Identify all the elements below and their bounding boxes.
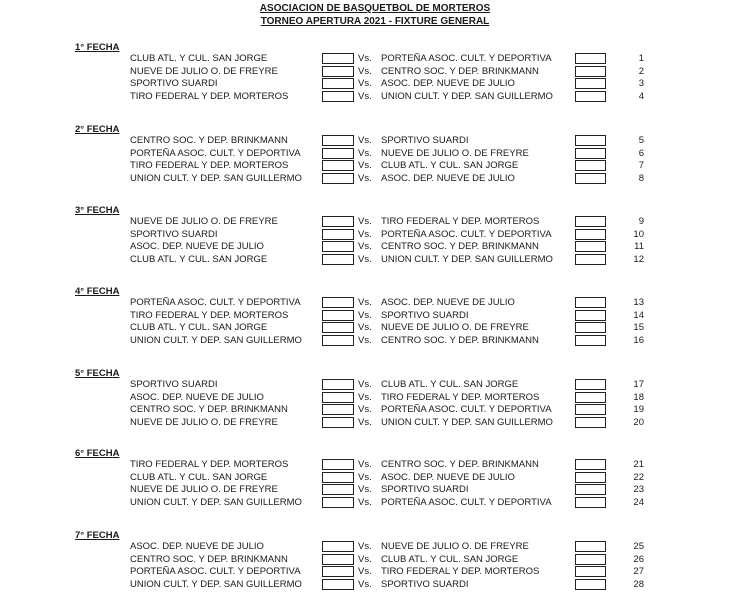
- away-team: CENTRO SOC. Y DEP. BRINKMANN: [381, 335, 539, 347]
- away-team: UNION CULT. Y DEP. SAN GUILLERMO: [381, 254, 553, 266]
- away-score-box[interactable]: [575, 459, 606, 470]
- away-score-box[interactable]: [575, 53, 606, 64]
- match-number: 23: [633, 484, 644, 496]
- home-score-box[interactable]: [322, 541, 354, 552]
- home-team: TIRO FEDERAL Y DEP. MORTEROS: [130, 459, 289, 470]
- match-row: [0, 554, 750, 567]
- vs-label: Vs.: [358, 471, 372, 483]
- home-team: UNION CULT. Y DEP. SAN GUILLERMO: [130, 335, 302, 347]
- home-team: TIRO FEDERAL Y DEP. MORTEROS: [130, 309, 289, 321]
- home-team: SPORTIVO SUARDI: [130, 78, 218, 90]
- document-subtitle: TORNEO APERTURA 2021 - FIXTURE GENERAL: [260, 16, 490, 27]
- match-row: [0, 497, 750, 510]
- vs-label: Vs.: [358, 404, 372, 416]
- away-score-box[interactable]: [575, 216, 606, 227]
- home-team: UNION CULT. Y DEP. SAN GUILLERMO: [130, 173, 302, 185]
- vs-label: Vs.: [358, 335, 372, 347]
- match-row: [0, 53, 750, 66]
- home-score-box[interactable]: [322, 310, 354, 321]
- vs-label: Vs.: [358, 579, 372, 591]
- vs-label: Vs.: [358, 65, 372, 77]
- vs-label: Vs.: [358, 379, 372, 390]
- away-team: ASOC. DEP. NUEVE DE JULIO: [381, 173, 515, 185]
- vs-label: Vs.: [358, 216, 372, 227]
- match-number: 27: [633, 566, 644, 578]
- fecha-label: 2° FECHA: [75, 124, 120, 135]
- away-team: SPORTIVO SUARDI: [381, 309, 469, 321]
- away-team: PORTEÑA ASOC. CULT. Y DEPORTIVA: [381, 228, 552, 240]
- away-score-box[interactable]: [575, 579, 606, 590]
- home-score-box[interactable]: [322, 579, 354, 590]
- match-row: [0, 310, 750, 323]
- match-row: [0, 417, 750, 430]
- away-score-box[interactable]: [575, 78, 606, 89]
- away-team: CENTRO SOC. Y DEP. BRINKMANN: [381, 459, 539, 470]
- match-number: 17: [633, 379, 644, 390]
- match-row: [0, 241, 750, 254]
- away-team: CLUB ATL. Y CUL. SAN JORGE: [381, 553, 519, 565]
- away-team: UNION CULT. Y DEP. SAN GUILLERMO: [381, 417, 553, 429]
- vs-label: Vs.: [358, 173, 372, 185]
- match-row: [0, 335, 750, 348]
- fecha-label: 7° FECHA: [75, 530, 120, 541]
- match-number: 16: [633, 335, 644, 347]
- vs-label: Vs.: [358, 541, 372, 552]
- match-row: [0, 78, 750, 91]
- away-score-box[interactable]: [575, 404, 606, 415]
- home-team: TIRO FEDERAL Y DEP. MORTEROS: [130, 91, 289, 103]
- away-score-box[interactable]: [575, 160, 606, 171]
- home-score-box[interactable]: [322, 148, 354, 159]
- vs-label: Vs.: [358, 241, 372, 253]
- away-team: CENTRO SOC. Y DEP. BRINKMANN: [381, 241, 539, 253]
- home-team: CENTRO SOC. Y DEP. BRINKMANN: [130, 404, 288, 416]
- match-number: 19: [633, 404, 644, 416]
- home-team: SPORTIVO SUARDI: [130, 379, 218, 390]
- vs-label: Vs.: [358, 417, 372, 429]
- vs-label: Vs.: [358, 391, 372, 403]
- match-row: [0, 160, 750, 173]
- home-score-box[interactable]: [322, 392, 354, 403]
- match-number: 21: [633, 459, 644, 470]
- match-row: [0, 254, 750, 267]
- away-score-box[interactable]: [575, 229, 606, 240]
- match-number: 18: [633, 391, 644, 403]
- home-score-box[interactable]: [322, 379, 354, 390]
- match-number: 11: [634, 241, 644, 253]
- match-number: 5: [638, 135, 644, 146]
- away-score-box[interactable]: [575, 66, 606, 77]
- vs-label: Vs.: [358, 553, 372, 565]
- home-score-box[interactable]: [322, 417, 354, 428]
- vs-label: Vs.: [358, 309, 372, 321]
- match-number: 3: [638, 78, 644, 90]
- away-score-box[interactable]: [575, 91, 606, 102]
- home-team: CENTRO SOC. Y DEP. BRINKMANN: [130, 553, 288, 565]
- away-score-box[interactable]: [575, 173, 606, 184]
- away-score-box[interactable]: [575, 310, 606, 321]
- match-row: [0, 484, 750, 497]
- away-team: ASOC. DEP. NUEVE DE JULIO: [381, 297, 515, 308]
- home-team: CLUB ATL. Y CUL. SAN JORGE: [130, 322, 268, 334]
- home-score-box[interactable]: [322, 404, 354, 415]
- match-row: [0, 135, 750, 148]
- home-team: ASOC. DEP. NUEVE DE JULIO: [130, 391, 264, 403]
- match-row: [0, 66, 750, 79]
- away-team: TIRO FEDERAL Y DEP. MORTEROS: [381, 391, 540, 403]
- away-team: CLUB ATL. Y CUL. SAN JORGE: [381, 160, 519, 172]
- vs-label: Vs.: [358, 497, 372, 509]
- home-score-box[interactable]: [322, 254, 354, 265]
- home-team: CLUB ATL. Y CUL. SAN JORGE: [130, 471, 268, 483]
- home-team: NUEVE DE JULIO O. DE FREYRE: [130, 484, 278, 496]
- away-score-box[interactable]: [575, 472, 606, 483]
- home-score-box[interactable]: [322, 53, 354, 64]
- home-score-box[interactable]: [322, 216, 354, 227]
- home-team: UNION CULT. Y DEP. SAN GUILLERMO: [130, 579, 302, 591]
- match-row: [0, 404, 750, 417]
- away-score-box[interactable]: [575, 322, 606, 333]
- away-score-box[interactable]: [575, 484, 606, 495]
- away-score-box[interactable]: [575, 417, 606, 428]
- fecha-label: 5° FECHA: [75, 368, 120, 379]
- fecha-label: 4° FECHA: [75, 286, 120, 297]
- away-score-box[interactable]: [575, 566, 606, 577]
- match-number: 10: [633, 228, 644, 240]
- home-team: CLUB ATL. Y CUL. SAN JORGE: [130, 254, 268, 266]
- home-team: ASOC. DEP. NUEVE DE JULIO: [130, 241, 264, 253]
- match-row: [0, 459, 750, 472]
- match-number: 26: [633, 553, 644, 565]
- away-team: NUEVE DE JULIO O. DE FREYRE: [381, 541, 529, 552]
- home-score-box[interactable]: [322, 322, 354, 333]
- away-score-box[interactable]: [575, 497, 606, 508]
- match-row: [0, 216, 750, 229]
- vs-label: Vs.: [358, 228, 372, 240]
- vs-label: Vs.: [358, 254, 372, 266]
- match-row: [0, 229, 750, 242]
- match-row: [0, 173, 750, 186]
- home-team: NUEVE DE JULIO O. DE FREYRE: [130, 65, 278, 77]
- document-title: ASOCIACION DE BASQUETBOL DE MORTEROS: [259, 3, 491, 14]
- home-team: PORTEÑA ASOC. CULT. Y DEPORTIVA: [130, 147, 301, 159]
- vs-label: Vs.: [358, 91, 372, 103]
- away-score-box[interactable]: [575, 297, 606, 308]
- home-score-box[interactable]: [322, 160, 354, 171]
- home-score-box[interactable]: [322, 297, 354, 308]
- home-team: PORTEÑA ASOC. CULT. Y DEPORTIVA: [130, 297, 301, 308]
- match-row: [0, 91, 750, 104]
- away-score-box[interactable]: [575, 241, 606, 252]
- away-team: NUEVE DE JULIO O. DE FREYRE: [381, 147, 529, 159]
- vs-label: Vs.: [358, 135, 372, 146]
- away-team: CENTRO SOC. Y DEP. BRINKMANN: [381, 65, 539, 77]
- home-team: PORTEÑA ASOC. CULT. Y DEPORTIVA: [130, 566, 301, 578]
- home-score-box[interactable]: [322, 78, 354, 89]
- match-number: 4: [638, 91, 644, 103]
- match-row: [0, 322, 750, 335]
- match-row: [0, 379, 750, 392]
- fecha-label: 3° FECHA: [75, 205, 120, 216]
- home-team: ASOC. DEP. NUEVE DE JULIO: [130, 541, 264, 552]
- home-score-box[interactable]: [322, 472, 354, 483]
- match-row: [0, 392, 750, 405]
- match-row: [0, 472, 750, 485]
- match-number: 14: [633, 309, 644, 321]
- home-score-box[interactable]: [322, 497, 354, 508]
- home-team: CENTRO SOC. Y DEP. BRINKMANN: [130, 135, 288, 146]
- home-team: CLUB ATL. Y CUL. SAN JORGE: [130, 53, 268, 64]
- away-team: SPORTIVO SUARDI: [381, 135, 469, 146]
- match-row: [0, 297, 750, 310]
- away-team: NUEVE DE JULIO O. DE FREYRE: [381, 322, 529, 334]
- home-team: SPORTIVO SUARDI: [130, 228, 218, 240]
- home-score-box[interactable]: [322, 335, 354, 346]
- fecha-label: 6° FECHA: [75, 448, 120, 459]
- match-row: [0, 541, 750, 554]
- away-team: CLUB ATL. Y CUL. SAN JORGE: [381, 379, 519, 390]
- away-team: PORTEÑA ASOC. CULT. Y DEPORTIVA: [381, 497, 552, 509]
- match-number: 15: [633, 322, 644, 334]
- home-score-box[interactable]: [322, 91, 354, 102]
- vs-label: Vs.: [358, 53, 372, 64]
- vs-label: Vs.: [358, 459, 372, 470]
- vs-label: Vs.: [358, 160, 372, 172]
- away-score-box[interactable]: [575, 554, 606, 565]
- home-score-box[interactable]: [322, 66, 354, 77]
- away-score-box[interactable]: [575, 254, 606, 265]
- match-number: 20: [633, 417, 644, 429]
- away-score-box[interactable]: [575, 541, 606, 552]
- home-team: TIRO FEDERAL Y DEP. MORTEROS: [130, 160, 289, 172]
- home-score-box[interactable]: [322, 554, 354, 565]
- home-team: NUEVE DE JULIO O. DE FREYRE: [130, 417, 278, 429]
- home-score-box[interactable]: [322, 173, 354, 184]
- away-team: ASOC. DEP. NUEVE DE JULIO: [381, 78, 515, 90]
- fecha-label: 1° FECHA: [75, 42, 120, 53]
- vs-label: Vs.: [358, 297, 372, 308]
- away-team: PORTEÑA ASOC. CULT. Y DEPORTIVA: [381, 53, 552, 64]
- match-number: 2: [638, 65, 644, 77]
- away-team: SPORTIVO SUARDI: [381, 484, 469, 496]
- away-score-box[interactable]: [575, 135, 606, 146]
- vs-label: Vs.: [358, 147, 372, 159]
- match-number: 8: [638, 173, 644, 185]
- away-team: ASOC. DEP. NUEVE DE JULIO: [381, 471, 515, 483]
- match-number: 12: [633, 254, 644, 266]
- match-number: 1: [638, 53, 644, 64]
- match-number: 22: [633, 471, 644, 483]
- away-team: UNION CULT. Y DEP. SAN GUILLERMO: [381, 91, 553, 103]
- vs-label: Vs.: [358, 484, 372, 496]
- home-score-box[interactable]: [322, 135, 354, 146]
- match-number: 13: [633, 297, 644, 308]
- home-score-box[interactable]: [322, 484, 354, 495]
- home-score-box[interactable]: [322, 566, 354, 577]
- away-score-box[interactable]: [575, 148, 606, 159]
- match-number: 6: [638, 147, 644, 159]
- away-team: TIRO FEDERAL Y DEP. MORTEROS: [381, 216, 540, 227]
- match-row: [0, 148, 750, 161]
- away-team: PORTEÑA ASOC. CULT. Y DEPORTIVA: [381, 404, 552, 416]
- match-number: 9: [638, 216, 644, 227]
- match-number: 7: [638, 160, 644, 172]
- match-number: 25: [633, 541, 644, 552]
- home-score-box[interactable]: [322, 229, 354, 240]
- match-row: [0, 579, 750, 592]
- away-score-box[interactable]: [575, 392, 606, 403]
- match-number: 28: [633, 579, 644, 591]
- home-score-box[interactable]: [322, 241, 354, 252]
- vs-label: Vs.: [358, 322, 372, 334]
- away-score-box[interactable]: [575, 379, 606, 390]
- match-number: 24: [633, 497, 644, 509]
- home-score-box[interactable]: [322, 459, 354, 470]
- home-team: UNION CULT. Y DEP. SAN GUILLERMO: [130, 497, 302, 509]
- away-team: TIRO FEDERAL Y DEP. MORTEROS: [381, 566, 540, 578]
- home-team: NUEVE DE JULIO O. DE FREYRE: [130, 216, 278, 227]
- match-row: [0, 566, 750, 579]
- away-score-box[interactable]: [575, 335, 606, 346]
- away-team: SPORTIVO SUARDI: [381, 579, 469, 591]
- vs-label: Vs.: [358, 566, 372, 578]
- vs-label: Vs.: [358, 78, 372, 90]
